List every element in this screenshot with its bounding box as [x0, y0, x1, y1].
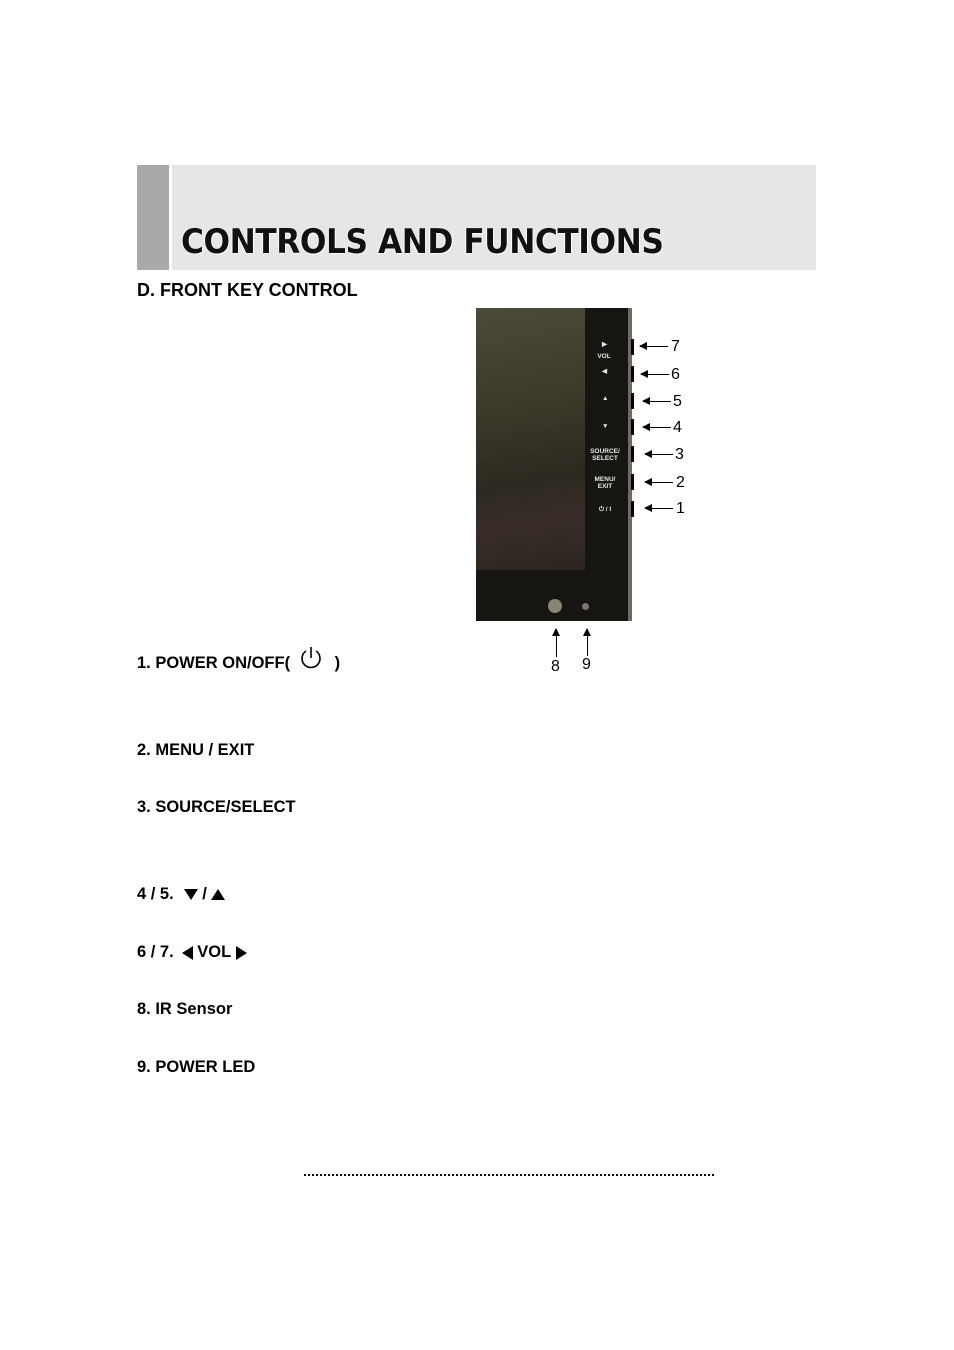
vol-label: VOL — [597, 353, 611, 360]
item-source-select: 3. SOURCE/SELECT — [137, 798, 296, 816]
right-arrow-label: ▶ — [602, 341, 607, 348]
side-key-7 — [631, 339, 634, 355]
item-down-up-sep: / — [197, 885, 212, 903]
item-power-led: 9. POWER LED — [137, 1058, 256, 1076]
item-down-up — [137, 885, 225, 904]
side-key-3 — [631, 446, 634, 462]
callout-arrow-3 — [645, 454, 673, 455]
left-arrow-label: ◀ — [602, 368, 607, 375]
monitor-front-diagram — [476, 308, 632, 621]
item-volume-text: VOL — [192, 943, 236, 961]
item-volume-label: 6 / 7. — [137, 943, 174, 961]
footer-dotted-rule — [304, 1174, 714, 1176]
triangle-up-icon — [211, 889, 225, 900]
side-key-1 — [631, 501, 634, 517]
triangle-right-icon — [236, 946, 247, 960]
monitor-screen — [476, 308, 585, 570]
side-key-4 — [631, 419, 634, 435]
callout-arrow-1 — [645, 508, 673, 509]
callout-arrow-6 — [641, 374, 669, 375]
callout-arrow-2 — [645, 482, 673, 483]
power-icon — [298, 645, 324, 673]
section-title: D. FRONT KEY CONTROL — [137, 280, 358, 300]
callout-2: 2 — [676, 474, 685, 491]
callout-3: 3 — [675, 446, 684, 463]
item-ir-sensor: 8. IR Sensor — [137, 1000, 233, 1018]
item-down-up-label: 4 / 5. — [137, 885, 174, 903]
menu-exit-label: MENU/ EXIT — [594, 476, 616, 490]
item-power-label: 1. POWER ON/OFF( — [137, 653, 291, 672]
callout-9: 9 — [582, 656, 591, 673]
triangle-down-icon — [184, 889, 198, 900]
item-power — [137, 645, 340, 681]
page-title: CONTROLS AND FUNCTIONS — [181, 222, 664, 262]
triangle-left-icon — [182, 946, 193, 960]
up-arrow-label: ▲ — [602, 395, 609, 402]
side-key-2 — [631, 474, 634, 490]
source-select-label: SOURCE/ SELECT — [590, 448, 620, 462]
item-volume — [137, 943, 247, 962]
callout-4: 4 — [673, 419, 682, 436]
callout-1: 1 — [676, 500, 685, 517]
banner-accent-bar — [137, 165, 169, 270]
item-power-suffix: ) — [330, 653, 341, 672]
callout-arrow-4 — [643, 427, 671, 428]
callout-arrow-9 — [587, 629, 588, 656]
down-arrow-label: ▼ — [602, 423, 609, 430]
callout-5: 5 — [673, 393, 682, 410]
callout-7: 7 — [671, 338, 680, 355]
ir-sensor-dot — [548, 599, 562, 613]
power-led-dot — [582, 603, 589, 610]
item-menu-exit: 2. MENU / EXIT — [137, 741, 255, 759]
callout-arrow-5 — [643, 401, 671, 402]
callout-arrow-8 — [556, 629, 557, 657]
callout-arrow-7 — [640, 346, 668, 347]
side-key-6 — [631, 366, 634, 382]
side-key-5 — [631, 393, 634, 409]
power-key-label: ⏻ / I — [598, 506, 612, 513]
callout-6: 6 — [671, 366, 680, 383]
callout-8: 8 — [551, 658, 560, 675]
